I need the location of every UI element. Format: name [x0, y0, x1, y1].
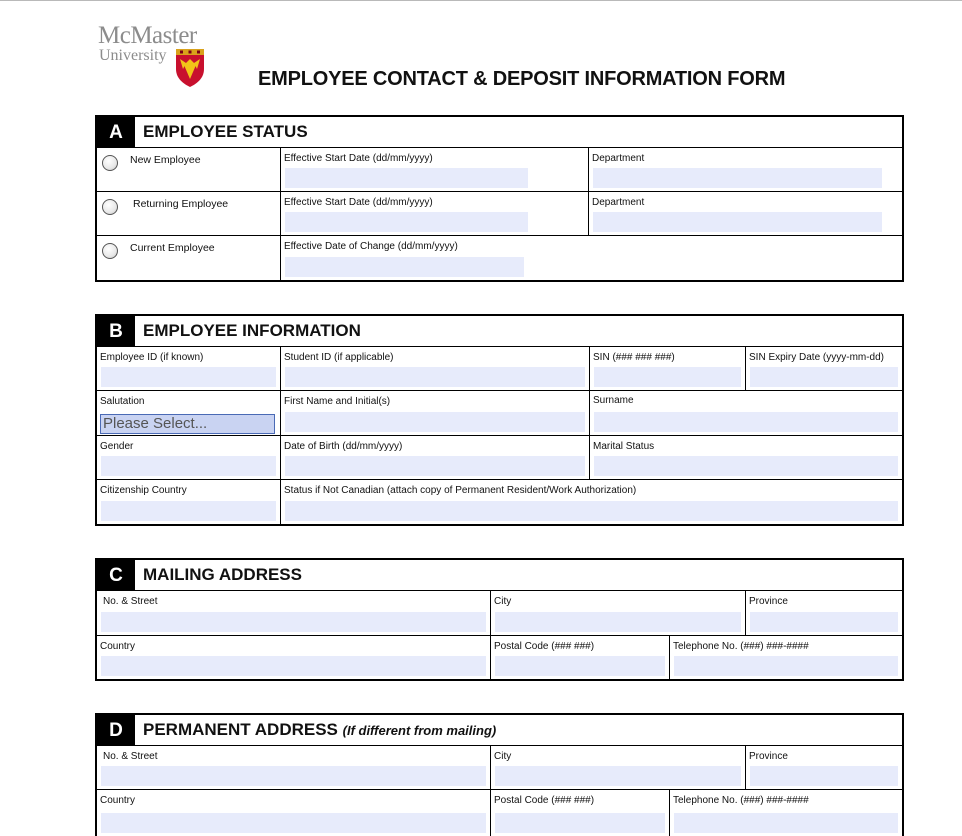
top-border-line: [0, 0, 962, 1]
first-name-input[interactable]: [285, 412, 585, 432]
mailing-row-street: [97, 591, 902, 636]
permanent-city-label: City: [494, 751, 512, 762]
option-new-employee: New Employee: [130, 154, 201, 166]
employee-id-input[interactable]: [101, 367, 276, 387]
mcmaster-crest-icon: [174, 49, 206, 87]
returning-department-input[interactable]: [593, 212, 882, 232]
sin-input[interactable]: [594, 367, 741, 387]
citizenship-label: Citizenship Country: [100, 485, 187, 496]
new-effective-start-input[interactable]: [285, 168, 528, 188]
mailing-province-input[interactable]: [750, 612, 898, 632]
salutation-label: Salutation: [100, 396, 145, 407]
permanent-province-input[interactable]: [750, 766, 898, 786]
dob-label: Date of Birth (dd/mm/yyyy): [284, 441, 403, 452]
employee-id-label: Employee ID (if known): [100, 352, 204, 363]
permanent-street-input[interactable]: [101, 766, 486, 786]
mailing-row-country: [97, 636, 902, 679]
section-a-letter: A: [97, 117, 135, 148]
section-mailing-address: [95, 558, 904, 681]
gender-input[interactable]: [101, 456, 276, 476]
effective-change-label: Effective Date of Change (dd/mm/yyyy): [284, 241, 458, 252]
permanent-city-input[interactable]: [495, 766, 741, 786]
mailing-postal-label: Postal Code (### ###): [494, 641, 595, 652]
mailing-street-label: No. & Street: [103, 596, 158, 607]
marital-status-label: Marital Status: [593, 441, 655, 452]
section-employee-information: [95, 314, 904, 526]
section-a-header: [97, 117, 902, 148]
permanent-telephone-label: Telephone No. (###) ###-####: [673, 795, 809, 806]
logo-subtitle: University: [99, 47, 167, 64]
sin-expiry-label: SIN Expiry Date (yyyy-mm-dd): [749, 352, 885, 363]
status-row-returning: [97, 192, 902, 236]
student-id-input[interactable]: [285, 367, 585, 387]
section-a-title: EMPLOYEE STATUS: [143, 122, 308, 141]
section-d-title: [143, 720, 496, 740]
status-not-canadian-input[interactable]: [285, 501, 898, 521]
gender-label: Gender: [100, 441, 134, 452]
surname-label: Surname: [593, 395, 634, 406]
section-permanent-address: [95, 713, 904, 836]
permanent-postal-input[interactable]: [495, 813, 665, 833]
mailing-province-label: Province: [749, 596, 788, 607]
section-d-subtitle: (If different from mailing): [342, 723, 497, 738]
radio-button-icon[interactable]: [102, 199, 118, 215]
permanent-row-street: [97, 746, 902, 790]
effective-change-input[interactable]: [285, 257, 524, 277]
sin-label: SIN (### ### ###): [593, 352, 675, 363]
citizenship-input[interactable]: [101, 501, 276, 521]
mailing-city-input[interactable]: [495, 612, 741, 632]
effective-start-label: Effective Start Date (dd/mm/yyyy): [284, 197, 433, 208]
logo-wordmark: McMaster: [98, 22, 197, 49]
dob-input[interactable]: [285, 456, 585, 476]
mailing-telephone-label: Telephone No. (###) ###-####: [673, 641, 809, 652]
permanent-country-label: Country: [100, 795, 136, 806]
mailing-country-input[interactable]: [101, 656, 486, 676]
permanent-country-input[interactable]: [101, 813, 486, 833]
info-row-personal: [97, 436, 902, 480]
form-title: EMPLOYEE CONTACT & DEPOSIT INFORMATION FORM: [258, 68, 786, 90]
section-c-title: MAILING ADDRESS: [143, 565, 302, 584]
section-d-letter: D: [97, 715, 135, 746]
section-b-header: [97, 316, 902, 347]
section-d-header: [97, 715, 902, 746]
surname-input[interactable]: [594, 412, 898, 432]
mcmaster-logo: [98, 23, 210, 89]
info-row-citizenship: [97, 480, 902, 524]
student-id-label: Student ID (if applicable): [284, 352, 394, 363]
section-c-letter: C: [97, 560, 135, 591]
salutation-select[interactable]: Please Select...: [100, 414, 275, 434]
option-current-employee: Current Employee: [130, 242, 215, 254]
status-row-current: [97, 236, 902, 280]
option-returning-employee: Returning Employee: [133, 198, 229, 210]
marital-status-input[interactable]: [594, 456, 898, 476]
mailing-telephone-input[interactable]: [674, 656, 898, 676]
info-row-name: [97, 391, 902, 436]
sin-expiry-input[interactable]: [750, 367, 898, 387]
permanent-postal-label: Postal Code (### ###): [494, 795, 595, 806]
mailing-street-input[interactable]: [101, 612, 486, 632]
department-label: Department: [592, 197, 645, 208]
section-b-title: EMPLOYEE INFORMATION: [143, 321, 361, 340]
new-department-input[interactable]: [593, 168, 882, 188]
status-not-canadian-label: Status if Not Canadian (attach copy of Permanent Resident/Work Authorization): [284, 485, 637, 496]
section-c-header: [97, 560, 902, 591]
mailing-city-label: City: [494, 596, 512, 607]
info-row-ids: [97, 347, 902, 391]
section-b-letter: B: [97, 316, 135, 347]
department-label: Department: [592, 153, 645, 164]
permanent-row-country: [97, 790, 902, 836]
mailing-country-label: Country: [100, 641, 136, 652]
first-name-label: First Name and Initial(s): [284, 396, 391, 407]
radio-button-icon[interactable]: [102, 243, 118, 259]
section-employee-status: [95, 115, 904, 282]
status-row-new: [97, 148, 902, 192]
section-d-title-text: PERMANENT ADDRESS: [143, 720, 338, 739]
returning-effective-start-input[interactable]: [285, 212, 528, 232]
mailing-postal-input[interactable]: [495, 656, 665, 676]
permanent-province-label: Province: [749, 751, 788, 762]
permanent-telephone-input[interactable]: [674, 813, 898, 833]
radio-button-icon[interactable]: [102, 155, 118, 171]
permanent-street-label: No. & Street: [103, 751, 158, 762]
effective-start-label: Effective Start Date (dd/mm/yyyy): [284, 153, 433, 164]
